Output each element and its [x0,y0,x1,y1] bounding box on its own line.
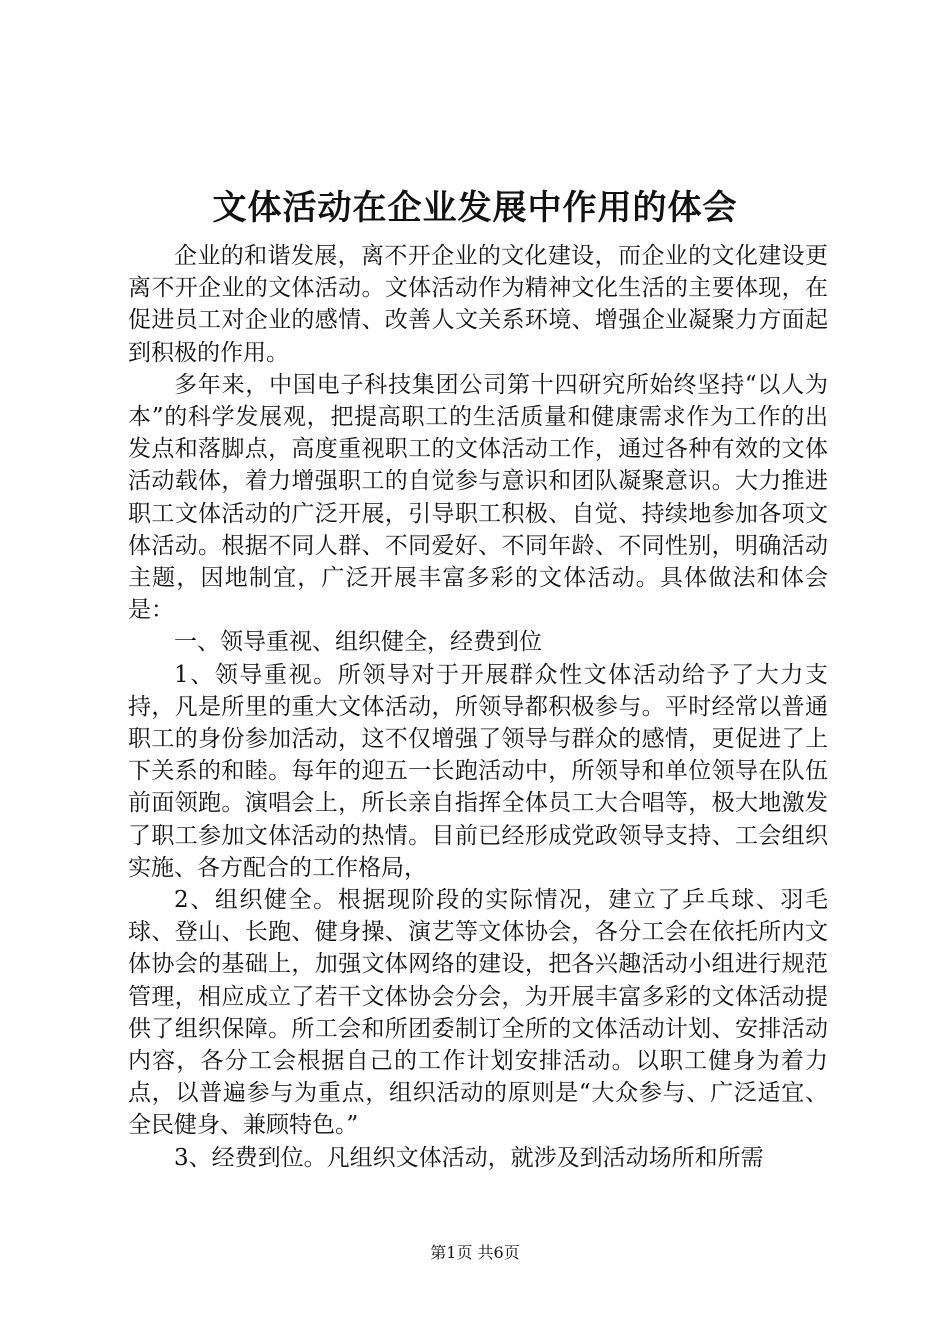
paragraph-overview: 多年来，中国电子科技集团公司第十四研究所始终坚持“以人为本”的科学发展观，把提高职工的生活质量和健康需求作为工作的出发点和落脚点，高度重视职工的文体活动工作，通过各种有效的文体活动载体，着力增强职工的自觉参与意识和团队凝聚意识。大力推进职工文体活动的广泛开展，引导职工积极、自觉、持续地参加各项文体活动。根据不同人群、不同爱好、不同年龄、不同性别，明确活动主题，因地制宜，广泛开展丰富多彩的文体活动。具体做法和体会是： [128,371,828,624]
paragraph-funding: 3、经费到位。凡组织文体活动，就涉及到活动场所和所需 [174,1144,764,1171]
page-footer: 第1页 共6页 [430,1243,520,1262]
paragraph-intro: 企业的和谐发展，离不开企业的文化建设，而企业的文化建设更离不开企业的文体活动。文体活动作为精神文化生活的主要体现，在促进员工对企业的感情、改善人文关系环境、增强企业凝聚力方面起到积极的作用。 [128,243,828,366]
document-title: 文体活动在企业发展中作用的体会 [212,188,738,228]
paragraph-leadership: 1、领导重视。所领导对于开展群众性文体活动给予了大力支持，凡是所里的重大文体活动，所领导都积极参与。平时经常以普通职工的身份参加活动，这不仅增强了领导与群众的感情，更促进了上下关系的和睦。每年的迎五一长跑活动中，所领导和单位领导在队伍前面领跑。演唱会上，所长亲自指挥全体员工大合唱等，极大地激发了职工参加文体活动的热情。目前已经形成党政领导支持、工会组织实施、各方配合的工作格局， [128,661,828,881]
section-heading-1: 一、领导重视、组织健全，经费到位 [174,629,542,656]
paragraph-organization: 2、组织健全。根据现阶段的实际情况，建立了乒乓球、羽毛球、登山、长跑、健身操、演艺等文体协会，各分工会在依托所内文体协会的基础上，加强文体网络的建设，把各兴趣活动小组进行规范管理，相应成立了若干文体协会分会，为开展丰富多彩的文体活动提供了组织保障。所工会和所团委制订全所的文体活动计划、安排活动内容，各分工会根据自己的工作计划安排活动。以职工健身为着力点，以普遍参与为重点，组织活动的原则是“大众参与、广泛适宜、全民健身、兼顾特色。” [128,887,828,1139]
document-body [128,240,828,1174]
